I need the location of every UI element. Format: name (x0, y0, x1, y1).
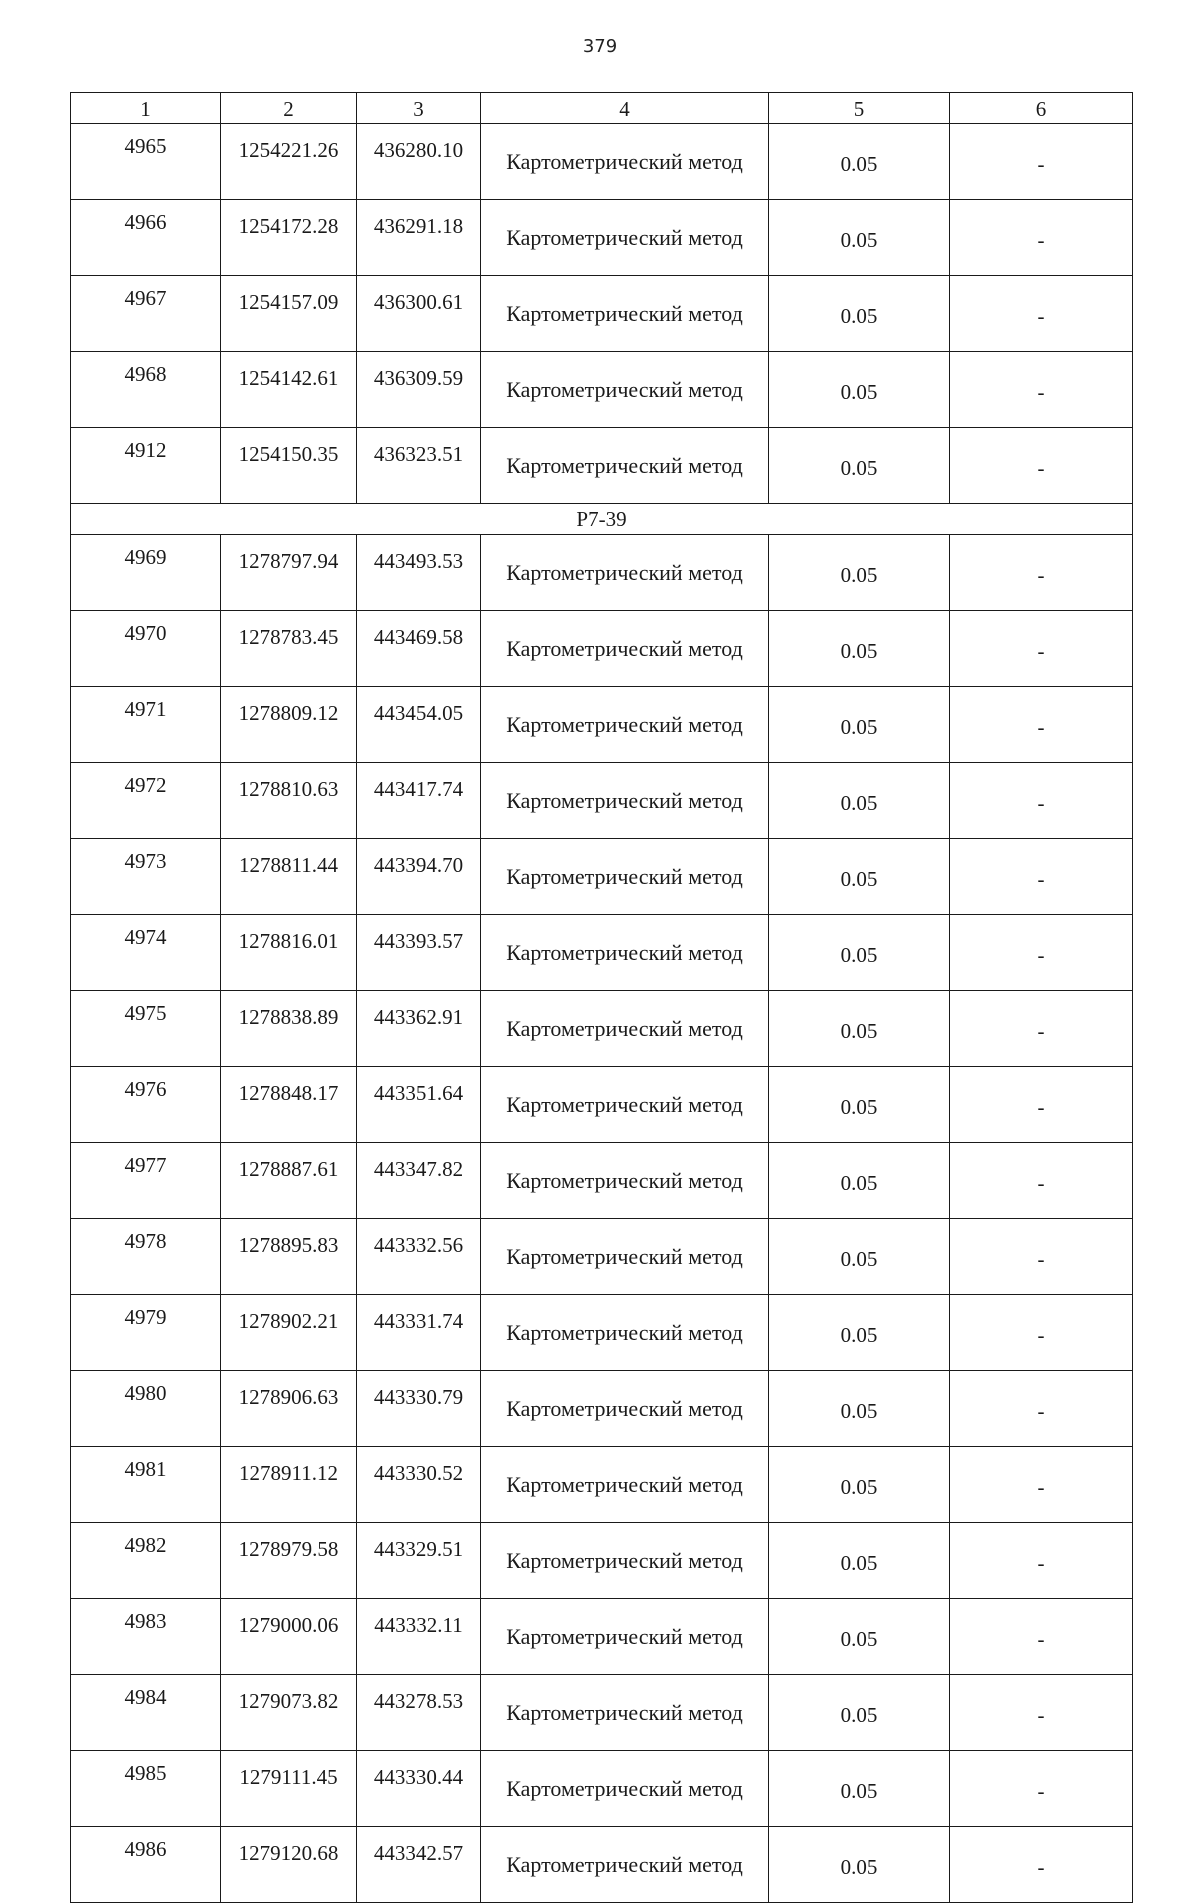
cell-method: Картометрический метод (481, 1295, 769, 1371)
cell-method: Картометрический метод (481, 1447, 769, 1523)
cell-note: - (950, 352, 1133, 428)
cell-coord-y: 443329.51 (357, 1523, 481, 1599)
cell-note: - (950, 1599, 1133, 1675)
table-row (71, 535, 1133, 611)
cell-note: - (950, 611, 1133, 687)
cell-point-number: 4975 (71, 991, 221, 1067)
cell-coord-x: 1278979.58 (221, 1523, 357, 1599)
cell-point-number: 4971 (71, 687, 221, 763)
cell-coord-y: 443362.91 (357, 991, 481, 1067)
cell-note: - (950, 1675, 1133, 1751)
cell-note: - (950, 1067, 1133, 1143)
page-number: 379 (582, 36, 618, 57)
table-row (71, 687, 1133, 763)
table-row (71, 991, 1133, 1067)
cell-accuracy: 0.05 (769, 124, 950, 200)
cell-coord-x: 1278906.63 (221, 1371, 357, 1447)
cell-coord-x: 1278848.17 (221, 1067, 357, 1143)
cell-accuracy: 0.05 (769, 276, 950, 352)
table-row (71, 1447, 1133, 1523)
cell-point-number: 4973 (71, 839, 221, 915)
cell-method: Картометрический метод (481, 1219, 769, 1295)
cell-accuracy: 0.05 (769, 915, 950, 991)
cell-note: - (950, 1523, 1133, 1599)
cell-accuracy: 0.05 (769, 200, 950, 276)
table-row (71, 611, 1133, 687)
cell-note: - (950, 839, 1133, 915)
table-header (71, 93, 1133, 124)
cell-coord-y: 443347.82 (357, 1143, 481, 1219)
table-row (71, 1751, 1133, 1827)
cell-note: - (950, 276, 1133, 352)
cell-coord-y: 436280.10 (357, 124, 481, 200)
table-row (71, 1219, 1133, 1295)
cell-point-number: 4979 (71, 1295, 221, 1371)
cell-point-number: 4912 (71, 428, 221, 504)
cell-coord-y: 443330.52 (357, 1447, 481, 1523)
cell-point-number: 4966 (71, 200, 221, 276)
cell-point-number: 4970 (71, 611, 221, 687)
cell-accuracy: 0.05 (769, 1523, 950, 1599)
cell-method: Картометрический метод (481, 1143, 769, 1219)
cell-method: Картометрический метод (481, 1751, 769, 1827)
table-row (71, 1371, 1133, 1447)
cell-accuracy: 0.05 (769, 1827, 950, 1903)
cell-coord-y: 443342.57 (357, 1827, 481, 1903)
cell-coord-x: 1254221.26 (221, 124, 357, 200)
cell-method: Картометрический метод (481, 1523, 769, 1599)
cell-coord-y: 443469.58 (357, 611, 481, 687)
table-row (71, 1067, 1133, 1143)
cell-method: Картометрический метод (481, 124, 769, 200)
cell-accuracy: 0.05 (769, 839, 950, 915)
cell-accuracy: 0.05 (769, 1143, 950, 1219)
cell-coord-y: 443332.56 (357, 1219, 481, 1295)
cell-method: Картометрический метод (481, 535, 769, 611)
cell-coord-y: 436291.18 (357, 200, 481, 276)
cell-coord-x: 1278902.21 (221, 1295, 357, 1371)
cell-coord-x: 1279120.68 (221, 1827, 357, 1903)
cell-accuracy: 0.05 (769, 428, 950, 504)
cell-method: Картометрический метод (481, 352, 769, 428)
cell-method: Картометрический метод (481, 200, 769, 276)
header-col-5: 5 (769, 93, 950, 124)
cell-coord-y: 443393.57 (357, 915, 481, 991)
cell-accuracy: 0.05 (769, 611, 950, 687)
table-row (71, 839, 1133, 915)
cell-method: Картометрический метод (481, 428, 769, 504)
cell-accuracy: 0.05 (769, 991, 950, 1067)
cell-accuracy: 0.05 (769, 1295, 950, 1371)
table-row (71, 915, 1133, 991)
cell-method: Картометрический метод (481, 276, 769, 352)
cell-coord-y: 443454.05 (357, 687, 481, 763)
cell-accuracy: 0.05 (769, 687, 950, 763)
header-col-1: 1 (71, 93, 221, 124)
cell-accuracy: 0.05 (769, 1599, 950, 1675)
cell-coord-x: 1278783.45 (221, 611, 357, 687)
cell-note: - (950, 1219, 1133, 1295)
cell-coord-x: 1254150.35 (221, 428, 357, 504)
cell-coord-y: 443330.79 (357, 1371, 481, 1447)
cell-coord-y: 443394.70 (357, 839, 481, 915)
cell-note: - (950, 200, 1133, 276)
cell-note: - (950, 763, 1133, 839)
cell-point-number: 4977 (71, 1143, 221, 1219)
cell-point-number: 4983 (71, 1599, 221, 1675)
cell-coord-x: 1278809.12 (221, 687, 357, 763)
cell-method: Картометрический метод (481, 1599, 769, 1675)
cell-accuracy: 0.05 (769, 1751, 950, 1827)
table-body (71, 124, 1133, 1903)
cell-coord-y: 436309.59 (357, 352, 481, 428)
cell-coord-x: 1279111.45 (221, 1751, 357, 1827)
cell-point-number: 4980 (71, 1371, 221, 1447)
cell-point-number: 4976 (71, 1067, 221, 1143)
section-label: Р7-39 (71, 504, 1133, 535)
cell-coord-y: 443330.44 (357, 1751, 481, 1827)
cell-note: - (950, 1143, 1133, 1219)
table-row (71, 1523, 1133, 1599)
cell-method: Картометрический метод (481, 1067, 769, 1143)
cell-coord-y: 443417.74 (357, 763, 481, 839)
cell-coord-x: 1254172.28 (221, 200, 357, 276)
table-row (71, 276, 1133, 352)
cell-coord-y: 443351.64 (357, 1067, 481, 1143)
cell-method: Картометрический метод (481, 991, 769, 1067)
table-row (71, 1599, 1133, 1675)
header-row (71, 93, 1133, 124)
cell-coord-x: 1278811.44 (221, 839, 357, 915)
cell-method: Картометрический метод (481, 611, 769, 687)
cell-accuracy: 0.05 (769, 763, 950, 839)
cell-point-number: 4982 (71, 1523, 221, 1599)
coordinates-table (70, 92, 1133, 1903)
cell-coord-y: 443332.11 (357, 1599, 481, 1675)
cell-note: - (950, 535, 1133, 611)
cell-coord-x: 1278816.01 (221, 915, 357, 991)
cell-coord-x: 1278887.61 (221, 1143, 357, 1219)
cell-method: Картометрический метод (481, 1675, 769, 1751)
cell-coord-y: 443278.53 (357, 1675, 481, 1751)
cell-point-number: 4974 (71, 915, 221, 991)
cell-coord-x: 1279073.82 (221, 1675, 357, 1751)
cell-point-number: 4972 (71, 763, 221, 839)
cell-accuracy: 0.05 (769, 1447, 950, 1523)
cell-accuracy: 0.05 (769, 535, 950, 611)
cell-coord-x: 1254142.61 (221, 352, 357, 428)
header-col-2: 2 (221, 93, 357, 124)
table-row (71, 1675, 1133, 1751)
table-row (71, 428, 1133, 504)
cell-coord-x: 1278911.12 (221, 1447, 357, 1523)
cell-point-number: 4969 (71, 535, 221, 611)
cell-coord-x: 1278838.89 (221, 991, 357, 1067)
cell-coord-x: 1279000.06 (221, 1599, 357, 1675)
cell-coord-y: 443331.74 (357, 1295, 481, 1371)
cell-method: Картометрический метод (481, 687, 769, 763)
cell-method: Картометрический метод (481, 839, 769, 915)
cell-point-number: 4985 (71, 1751, 221, 1827)
table-row (71, 763, 1133, 839)
cell-coord-y: 443493.53 (357, 535, 481, 611)
cell-note: - (950, 1827, 1133, 1903)
cell-note: - (950, 1751, 1133, 1827)
cell-accuracy: 0.05 (769, 352, 950, 428)
header-col-3: 3 (357, 93, 481, 124)
cell-note: - (950, 428, 1133, 504)
cell-note: - (950, 1447, 1133, 1523)
cell-note: - (950, 124, 1133, 200)
header-col-4: 4 (481, 93, 769, 124)
cell-point-number: 4981 (71, 1447, 221, 1523)
cell-point-number: 4978 (71, 1219, 221, 1295)
table-row (71, 124, 1133, 200)
table-row (71, 200, 1133, 276)
cell-coord-x: 1278810.63 (221, 763, 357, 839)
cell-method: Картометрический метод (481, 1827, 769, 1903)
table-row (71, 352, 1133, 428)
table-row (71, 1143, 1133, 1219)
cell-accuracy: 0.05 (769, 1675, 950, 1751)
cell-note: - (950, 1295, 1133, 1371)
cell-method: Картометрический метод (481, 915, 769, 991)
cell-method: Картометрический метод (481, 1371, 769, 1447)
section-row (71, 504, 1133, 535)
cell-point-number: 4968 (71, 352, 221, 428)
cell-point-number: 4984 (71, 1675, 221, 1751)
cell-note: - (950, 991, 1133, 1067)
table-row (71, 1295, 1133, 1371)
cell-method: Картометрический метод (481, 763, 769, 839)
cell-coord-y: 436323.51 (357, 428, 481, 504)
cell-accuracy: 0.05 (769, 1067, 950, 1143)
cell-coord-x: 1278895.83 (221, 1219, 357, 1295)
cell-accuracy: 0.05 (769, 1219, 950, 1295)
cell-accuracy: 0.05 (769, 1371, 950, 1447)
cell-point-number: 4986 (71, 1827, 221, 1903)
header-col-6: 6 (950, 93, 1133, 124)
cell-coord-x: 1254157.09 (221, 276, 357, 352)
cell-point-number: 4965 (71, 124, 221, 200)
cell-coord-y: 436300.61 (357, 276, 481, 352)
cell-coord-x: 1278797.94 (221, 535, 357, 611)
cell-note: - (950, 915, 1133, 991)
cell-note: - (950, 687, 1133, 763)
table-row (71, 1827, 1133, 1903)
cell-point-number: 4967 (71, 276, 221, 352)
cell-note: - (950, 1371, 1133, 1447)
